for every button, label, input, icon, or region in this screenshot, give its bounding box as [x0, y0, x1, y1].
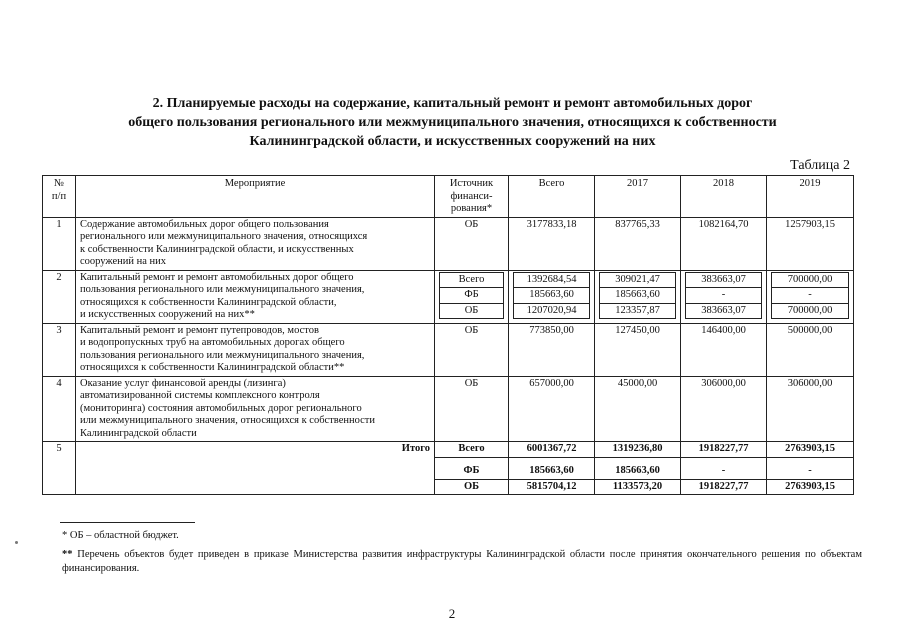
row-2019: - [767, 457, 854, 479]
row-total: 5815704,12 [509, 479, 595, 495]
row-source: ФБ [435, 457, 509, 479]
row-2019: 700000,00 - 700000,00 [767, 270, 854, 323]
expenses-table [42, 175, 854, 495]
row-2018: - [681, 457, 767, 479]
footnote-2-label: ** [62, 549, 73, 560]
total-row [43, 442, 854, 458]
row-2018: 306000,00 [681, 376, 767, 442]
row-event: Капитальный ремонт и ремонт путепроводов, мостов и водопропускных труб на автомобильных дорогах общего пользования регионального или межмуниципального значения, относящихся к собственности Калининградской области** [76, 323, 435, 376]
title-line-1: 2. Планируемые расходы на содержание, капитальный ремонт и ремонт автомобильных дорог [152, 96, 753, 111]
row-event: Капитальный ремонт и ремонт автомобильных дорог общего пользования регионального или межмуниципального значения, относящихся к собственности Калининградской области, и искусственных сооружений на них** [76, 270, 435, 323]
row-2019: 1257903,15 [767, 217, 854, 270]
row-2018: 146400,00 [681, 323, 767, 376]
row-total: 657000,00 [509, 376, 595, 442]
row-2017: 1319236,80 [595, 442, 681, 458]
row-2017: 45000,00 [595, 376, 681, 442]
row-total: 3177833,18 [509, 217, 595, 270]
header-num: № п/п [43, 176, 76, 218]
row-2018: 1082164,70 [681, 217, 767, 270]
row-num: 3 [43, 323, 76, 376]
footnote-divider [60, 522, 195, 523]
title-line-2: общего пользования регионального или межмуниципального значения, относящихся к собственности [128, 115, 777, 130]
row-2018: 1918227,77 [681, 442, 767, 458]
row-num: 2 [43, 270, 76, 323]
page-number: 2 [448, 606, 456, 621]
table-row [43, 376, 854, 442]
row-2019: 306000,00 [767, 376, 854, 442]
table-row [43, 323, 854, 376]
footnote-2-text: Перечень объектов будет приведен в приказе Министерства развития инфраструктуры Калининградской области после принятия окончательного решения по объектам финансирования. [62, 549, 862, 574]
row-2017: 185663,60 [595, 457, 681, 479]
header-source: Источник финанси- рования* [435, 176, 509, 218]
row-total: 1392684,54 185663,60 1207020,94 [509, 270, 595, 323]
row-source: ОБ [435, 479, 509, 495]
row-2019: 500000,00 [767, 323, 854, 376]
row-source: ОБ [435, 323, 509, 376]
row-event: Содержание автомобильных дорог общего пользования регионального или межмуниципального значения, относящихся к собственности Калининградской области, и искусственных сооружений на них [76, 217, 435, 270]
row-2018: 383663,07 - 383663,07 [681, 270, 767, 323]
header-2018: 2018 [681, 176, 767, 218]
row-num: 5 [43, 442, 76, 495]
row-2017: 837765,33 [595, 217, 681, 270]
row-total: 773850,00 [509, 323, 595, 376]
header-2019: 2019 [767, 176, 854, 218]
row-num: 1 [43, 217, 76, 270]
header-total: Всего [509, 176, 595, 218]
row-source: Всего [435, 442, 509, 458]
row-2017: 309021,47 185663,60 123357,87 [595, 270, 681, 323]
row-2019: 2763903,15 [767, 442, 854, 458]
total-label: Итого [76, 442, 435, 495]
title-line-3: Калининградской области, и искусственных сооружений на них [249, 134, 656, 149]
row-source: Всего ФБ ОБ [435, 270, 509, 323]
row-event: Оказание услуг финансовой аренды (лизинга) автоматизированной системы комплексного контроля (мониторинга) состояния автомобильных дорог регионального или межмуниципального значения, относящихся к собственности Калининградской области [76, 376, 435, 442]
page-title [60, 94, 845, 151]
row-total: 185663,60 [509, 457, 595, 479]
table-row [43, 217, 854, 270]
row-source: ОБ [435, 217, 509, 270]
row-total: 6001367,72 [509, 442, 595, 458]
footnote-2 [62, 548, 862, 576]
table-header-row [43, 176, 854, 218]
header-event: Мероприятие [76, 176, 435, 218]
row-num: 4 [43, 376, 76, 442]
row-2017: 1133573,20 [595, 479, 681, 495]
row-2018: 1918227,77 [681, 479, 767, 495]
header-2017: 2017 [595, 176, 681, 218]
footnote-1: * ОБ – областной бюджет. [62, 530, 179, 541]
row-2017: 127450,00 [595, 323, 681, 376]
scan-speck [15, 541, 18, 544]
table-caption: Таблица 2 [790, 158, 850, 173]
row-2019: 2763903,15 [767, 479, 854, 495]
row-source: ОБ [435, 376, 509, 442]
table-row [43, 270, 854, 323]
